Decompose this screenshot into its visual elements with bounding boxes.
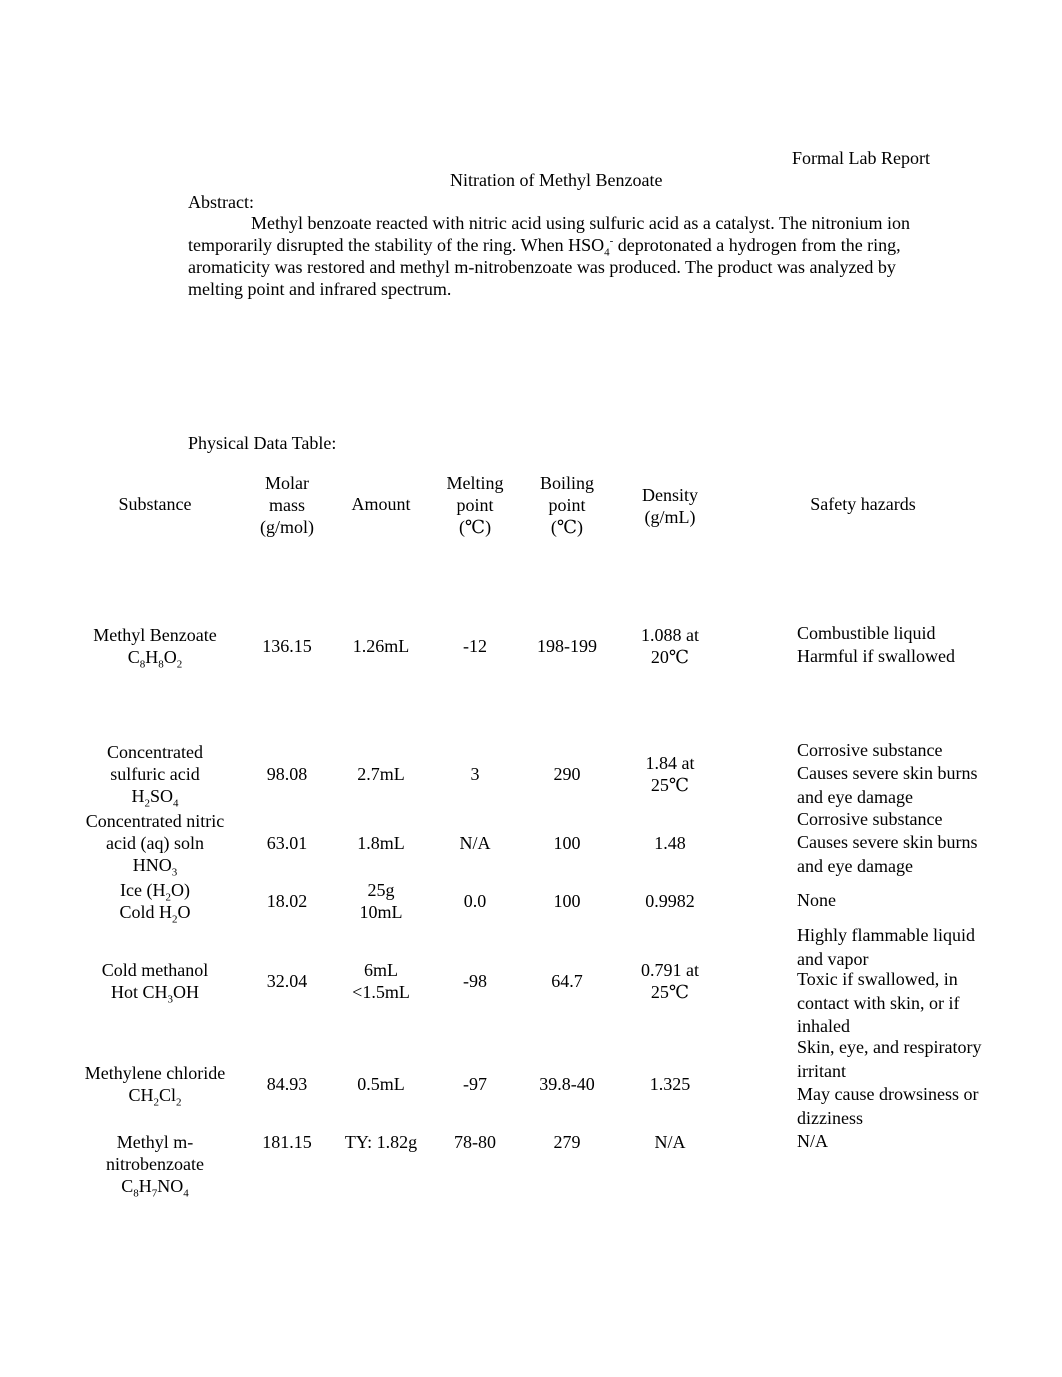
molar-mass-cell: 181.15 xyxy=(262,1132,312,1152)
hazard-text: Causes severe skin burns and eye damage xyxy=(797,763,978,807)
boiling-point-cell: 39.8-40 xyxy=(539,1074,595,1094)
substance-name-line xyxy=(102,981,209,1006)
boiling-point-cell: 198-199 xyxy=(537,636,597,656)
substance-formula xyxy=(106,1175,204,1200)
hazard-item-inner xyxy=(765,808,1005,832)
hazard-text: Corrosive substance xyxy=(797,809,943,829)
abstract-paragraph xyxy=(188,212,948,300)
name-text: OH xyxy=(173,982,199,1002)
density-line: 25℃ xyxy=(650,982,690,1002)
hazard-item-inner xyxy=(765,924,1005,971)
amount-cell xyxy=(345,1131,417,1153)
substance-formula xyxy=(93,646,216,671)
density-cell xyxy=(654,832,686,854)
formula-subscript: 2 xyxy=(172,913,178,926)
formula-subscript: 2 xyxy=(144,797,150,810)
header-melting-point xyxy=(447,472,504,538)
substance-name-line xyxy=(119,879,190,904)
substance-name-line: nitrobenzoate xyxy=(106,1154,204,1174)
formula-subscript: 4 xyxy=(173,797,179,810)
header-mp-line: Melting xyxy=(446,473,504,493)
melting-point-cell: N/A xyxy=(459,833,491,853)
hazard-text: Toxic if swallowed, in contact with skin, or if inhaled xyxy=(797,969,960,1036)
header-molar-line: Molar xyxy=(265,473,309,493)
melting-point-cell: 78-80 xyxy=(454,1132,496,1152)
formula-subscript: 4 xyxy=(183,1187,189,1200)
hazard-text: May cause drowsiness or dizziness xyxy=(797,1084,979,1128)
name-text: Ice (H xyxy=(120,880,166,900)
hazard-item-inner xyxy=(765,889,1005,913)
hazard-item-inner xyxy=(765,968,1005,1039)
hazard-item xyxy=(765,924,1005,971)
hazard-item-inner xyxy=(765,1036,1005,1083)
amount-cell xyxy=(353,635,410,657)
formula-text: CH xyxy=(128,1085,154,1105)
hazard-item-inner xyxy=(765,831,1005,878)
density-line: 1.48 xyxy=(654,833,686,853)
hazard-text: None xyxy=(797,890,836,910)
density-line: 0.791 at xyxy=(641,960,699,980)
melting-point-cell: -98 xyxy=(463,971,487,991)
formula-text: SO xyxy=(149,786,173,806)
substance-name-line: sulfuric acid xyxy=(110,764,200,784)
density-cell xyxy=(641,959,699,1003)
melting-point-cell: -12 xyxy=(463,636,487,656)
hazard-text: Combustible liquid xyxy=(797,623,936,643)
formula-text: C xyxy=(121,1176,134,1196)
substance-cell xyxy=(101,959,209,1006)
hazard-item xyxy=(765,762,1005,809)
doc-label: Formal Lab Report xyxy=(792,148,930,168)
substance-name-line: Methyl Benzoate xyxy=(93,625,217,645)
header-density-line: Density xyxy=(642,485,698,505)
formula-subscript: 8 xyxy=(133,1187,139,1200)
molar-mass-cell: 63.01 xyxy=(266,833,308,853)
density-line: 25℃ xyxy=(650,775,690,795)
amount-cell xyxy=(357,1073,405,1095)
hazard-item xyxy=(765,808,1005,832)
hazard-item xyxy=(765,831,1005,878)
formula-text: C xyxy=(127,647,140,667)
header-molar-line: (g/mol) xyxy=(260,517,314,537)
amount-line: 2.7mL xyxy=(357,764,405,784)
hazard-text: Highly flammable liquid and vapor xyxy=(797,925,975,969)
substance-name-line xyxy=(119,901,191,926)
formula-subscript: 2 xyxy=(176,658,183,671)
substance-cell xyxy=(106,1131,204,1200)
formula-text: H xyxy=(131,786,145,806)
substance-name-line: Cold methanol xyxy=(101,960,209,980)
amount-cell xyxy=(360,879,403,923)
substance-formula xyxy=(86,854,224,879)
hazard-item xyxy=(765,739,1005,763)
amount-line: <1.5mL xyxy=(352,982,410,1002)
molar-mass-cell: 136.15 xyxy=(262,636,312,656)
boiling-point-cell: 290 xyxy=(553,764,581,784)
abstract-text-1: Methyl benzoate reacted with nitric acid using sulfuric acid as a catalyst. The nitronium ion temporarily disrupted the stability of the ring. When HSO xyxy=(188,213,910,255)
amount-cell xyxy=(357,832,405,854)
hazard-text: Causes severe skin burns and eye damage xyxy=(797,832,978,876)
header-density-line: (g/mL) xyxy=(644,507,696,527)
boiling-point-cell: 64.7 xyxy=(551,971,583,991)
formula-subscript: 3 xyxy=(171,866,178,879)
hazard-item-inner xyxy=(765,739,1005,763)
substance-name-line: acid (aq) soln xyxy=(106,833,204,853)
substance-formula xyxy=(107,785,203,810)
header-mp-line: (℃) xyxy=(458,517,492,537)
molar-mass-cell: 18.02 xyxy=(266,891,308,911)
header-safety-hazards: Safety hazards xyxy=(810,494,916,514)
hazard-item xyxy=(765,968,1005,1039)
molar-mass-cell: 98.08 xyxy=(266,764,308,784)
substance-cell xyxy=(93,624,217,671)
header-bp-line: (℃) xyxy=(550,517,584,537)
document-title: Nitration of Methyl Benzoate xyxy=(450,170,663,190)
hazard-item xyxy=(765,1130,1005,1154)
header-mp-line: point xyxy=(456,495,494,515)
header-amount: Amount xyxy=(351,494,411,514)
hazard-item xyxy=(765,645,1005,669)
substance-name-line: Methyl m- xyxy=(116,1132,194,1152)
amount-cell xyxy=(352,959,410,1003)
header-density xyxy=(642,484,698,528)
amount-line: 10mL xyxy=(359,902,403,922)
abstract-text-2: deprotonated a hydrogen from the ring, aromaticity was restored and methyl m-nitrobenzoate was produced. The product was analyzed by melting point and infrared spectrum. xyxy=(188,235,901,299)
hazard-item-inner xyxy=(765,1130,1005,1154)
formula-subscript: 8 xyxy=(139,658,146,671)
density-line: 0.9982 xyxy=(645,891,695,911)
abstract-sup: - xyxy=(609,235,614,247)
density-line: N/A xyxy=(654,1132,686,1152)
formula-subscript: 2 xyxy=(165,891,171,904)
hazard-text: Skin, eye, and respiratory irritant xyxy=(797,1037,982,1081)
boiling-point-cell: 100 xyxy=(553,891,581,911)
table-title: Physical Data Table: xyxy=(188,433,337,453)
amount-line: 6mL xyxy=(364,960,398,980)
hazard-item-inner xyxy=(765,762,1005,809)
substance-cell xyxy=(84,1062,226,1109)
melting-point-cell: 0.0 xyxy=(463,891,487,911)
header-molar-mass xyxy=(260,472,314,538)
hazard-item-inner xyxy=(765,645,1005,669)
header-bp-line: point xyxy=(548,495,586,515)
density-cell xyxy=(641,624,699,668)
hazard-item xyxy=(765,1036,1005,1083)
hazard-item xyxy=(765,889,1005,913)
hazard-text: Corrosive substance xyxy=(797,740,943,760)
name-text: O) xyxy=(170,880,190,900)
hazard-text: N/A xyxy=(797,1131,828,1151)
formula-text: Cl xyxy=(158,1085,177,1105)
formula-text: NO xyxy=(157,1176,184,1196)
molar-mass-cell: 32.04 xyxy=(266,971,308,991)
hazard-item-inner xyxy=(765,1083,1005,1130)
density-cell xyxy=(655,1131,686,1153)
name-text: Hot CH xyxy=(110,982,168,1002)
header-molar-line: mass xyxy=(269,495,305,515)
density-cell xyxy=(646,752,695,796)
hazard-item xyxy=(765,1083,1005,1130)
substance-formula xyxy=(85,1084,225,1109)
density-line: 20℃ xyxy=(650,647,690,667)
amount-line: 1.26mL xyxy=(352,636,410,656)
formula-text: HNO xyxy=(132,855,172,875)
formula-text: H xyxy=(138,1176,152,1196)
amount-cell xyxy=(357,763,405,785)
abstract-body xyxy=(188,212,948,300)
hazard-item xyxy=(765,622,1005,646)
substance-name-line: Methylene chloride xyxy=(84,1063,226,1083)
molar-mass-cell: 84.93 xyxy=(266,1074,308,1094)
formula-subscript: 7 xyxy=(151,1187,158,1200)
density-line: 1.088 at xyxy=(641,625,699,645)
hazard-text: Harmful if swallowed xyxy=(797,646,955,666)
formula-subscript: 3 xyxy=(167,993,173,1006)
amount-line: 25g xyxy=(367,880,395,900)
substance-name-line: Concentrated nitric xyxy=(85,811,225,831)
name-text: O xyxy=(177,902,191,922)
header-bp-line: Boiling xyxy=(539,473,595,493)
formula-subscript: 2 xyxy=(153,1096,159,1109)
amount-line: 0.5mL xyxy=(357,1074,405,1094)
formula-subscript: 8 xyxy=(158,658,164,671)
density-line: 1.325 xyxy=(649,1074,691,1094)
boiling-point-cell: 279 xyxy=(553,1132,581,1152)
density-line: 1.84 at xyxy=(645,753,695,773)
substance-cell xyxy=(107,741,203,810)
substance-name-line: Concentrated xyxy=(107,742,203,762)
header-boiling-point xyxy=(540,472,594,538)
boiling-point-cell: 100 xyxy=(553,833,581,853)
header-substance: Substance xyxy=(118,494,192,514)
substance-cell xyxy=(85,810,225,879)
formula-text: O xyxy=(163,647,177,667)
melting-point-cell: 3 xyxy=(470,764,480,784)
amount-line: 1.8mL xyxy=(357,833,405,853)
amount-line: TY: 1.82g xyxy=(344,1132,418,1152)
hazard-item-inner xyxy=(765,622,1005,646)
density-cell xyxy=(650,1073,691,1095)
substance-cell xyxy=(119,879,191,926)
abstract-sub: 4 xyxy=(604,246,610,259)
formula-text: H xyxy=(145,647,159,667)
density-cell xyxy=(645,890,695,912)
melting-point-cell: -97 xyxy=(463,1074,487,1094)
name-text: Cold H xyxy=(119,902,173,922)
formula-subscript: 2 xyxy=(176,1096,182,1109)
abstract-heading: Abstract: xyxy=(188,192,254,212)
